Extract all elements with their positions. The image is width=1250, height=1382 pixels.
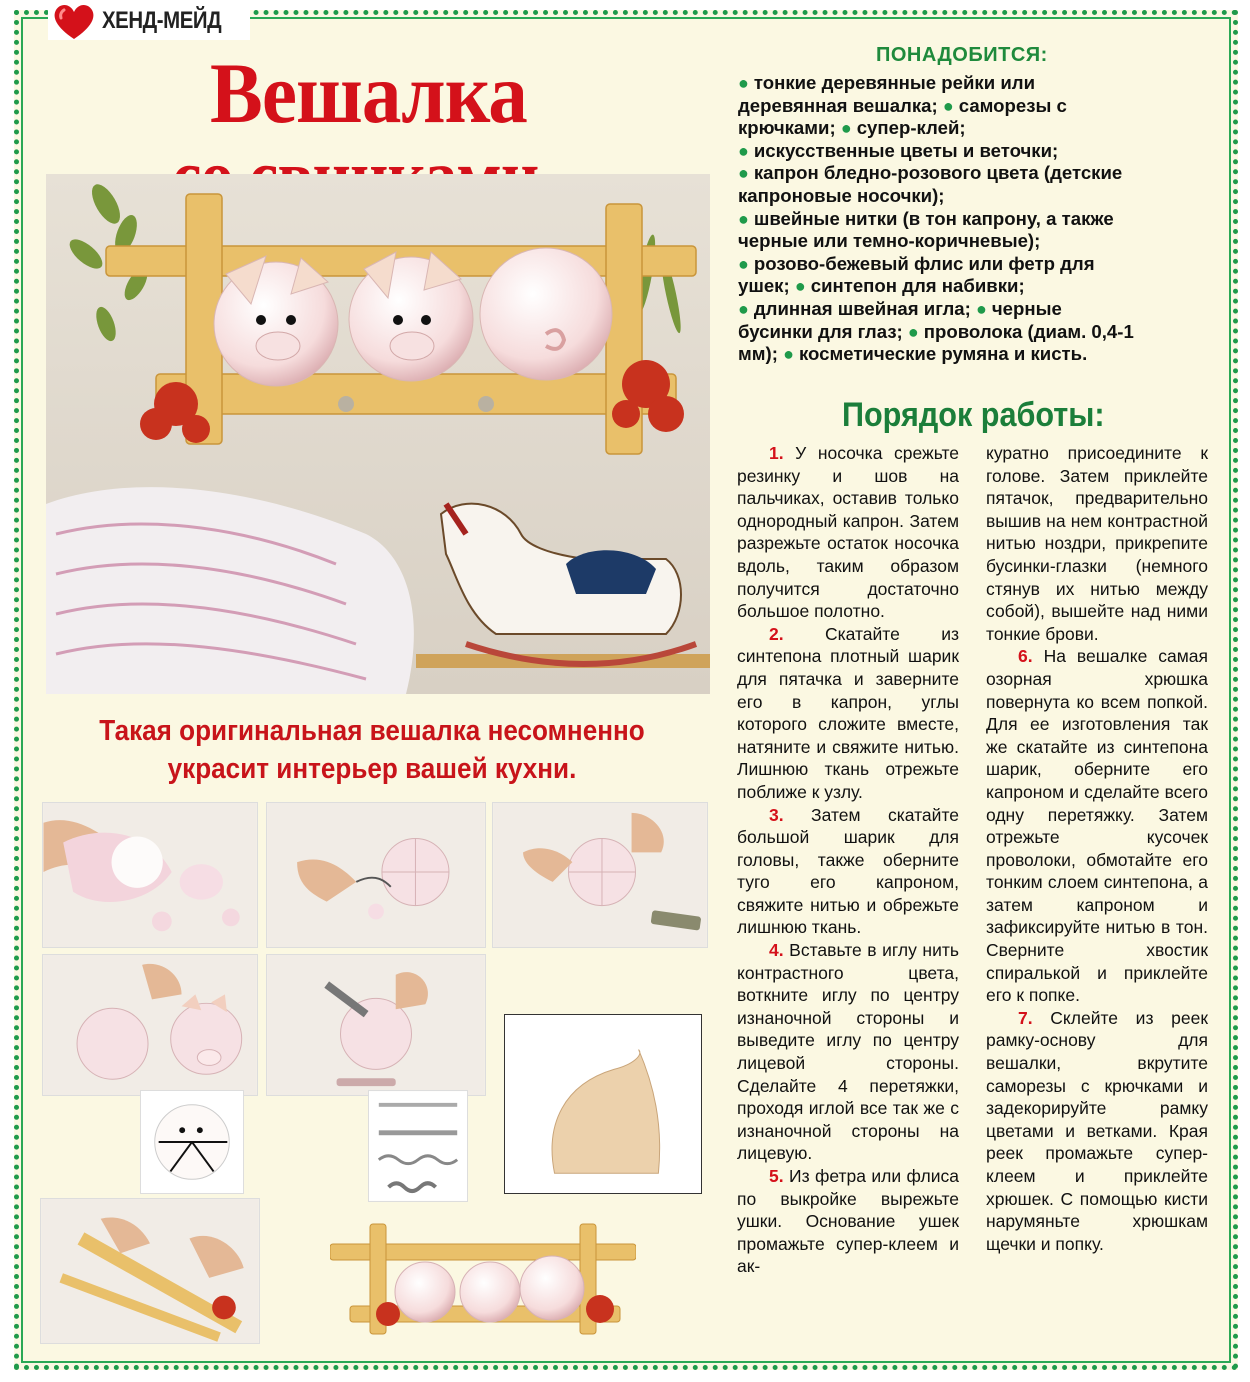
bullet-icon: ● <box>738 253 754 274</box>
step-photo-2 <box>266 802 486 948</box>
bullet-icon: ● <box>942 95 959 116</box>
step-paragraph <box>986 645 1208 1007</box>
bullet-icon: ● <box>783 344 799 365</box>
step-photo-final <box>330 1214 636 1344</box>
step-paragraph <box>737 623 959 804</box>
needs-item: черные бусинки для глаз; <box>738 297 1062 342</box>
step-number: 2. <box>769 623 784 644</box>
needs-item: тонкие деревянные рейки или деревянная вешалка; <box>738 72 1035 116</box>
needs-item: синтепон для набивки; <box>810 275 1025 297</box>
step-text: куратно присоедините к голове. Затем приклейте пятачок, предварительно вышив на нем контрастной нитью ноздри, прикрепите бусинки-глазки (немного стянув их нитью между собой), вышейте над ними тонкие брови. <box>986 443 1208 644</box>
needs-item: розово-бежевый флис или фетр для ушек; <box>738 252 1095 297</box>
step-text: Затем скатайте большой шарик для головы, также оберните туго его капроном, свяжите нитью и обрежьте лишнюю ткань. <box>737 804 959 938</box>
page-title: Вешалка <box>210 45 527 141</box>
step-paragraph <box>986 1007 1208 1256</box>
needs-item: длинная швейная игла; <box>753 297 971 319</box>
needs-item: швейные нитки (в тон капрону, а также черные или темно-коричневые); <box>738 207 1114 252</box>
bullet-icon: ● <box>738 163 754 184</box>
step-number: 4. <box>769 940 784 961</box>
step-number: 7. <box>1018 1007 1033 1028</box>
needs-item: супер-клей; <box>856 117 966 139</box>
step-text: У носочка срежьте резинку и шов на пальчиках, оставив только однородный капрон. Затем разрежьте остаток носочка вдоль, таким образом получится достаточно большое полотно. <box>737 443 959 622</box>
step-text: Вставьте в иглу нить контрастного цвета, воткните иглу по центру изнаночной стороны и выведите иглу по центру лицевой стороны. Сделайте 4 перетяжки, проходя иглой все так же с изнаночной стороны на лицевую. <box>737 940 959 1164</box>
bullet-icon: ● <box>794 276 811 297</box>
step-text: Из фетра или флиса по выкройке вырежьте ушки. Основание ушек промажьте супер-клеем и ак- <box>737 1166 959 1277</box>
bullet-icon: ● <box>840 118 857 139</box>
bullet-icon: ● <box>907 321 924 342</box>
needs-item: искусственные цветы и веточки; <box>753 139 1059 161</box>
photo-caption <box>73 712 671 788</box>
step-paragraph <box>737 1165 959 1278</box>
needs-heading: ПОНАДОБИТСЯ: <box>876 44 1048 66</box>
order-heading: Порядок работы: <box>842 396 1105 434</box>
step-diagram-stitches <box>140 1090 244 1194</box>
bullet-icon: ● <box>976 298 992 319</box>
heart-icon <box>50 1 98 41</box>
step-photo-1 <box>42 802 258 948</box>
step-text: На вешалке самая озорная хрюшка повернута ко всем попкой. Для ее изготовления так же скатайте из синтепона шарик, оберните его капроном и сделайте всего одну перетяжку. Затем отрежьте кусочек проволоки, обмотайте его тонким слоем синтепона, а затем капроном и зафиксируйте нитью в тон. Сверните хвостик спиралькой и приклейте его к попке. <box>986 646 1208 1006</box>
step-photo-4 <box>42 954 258 1096</box>
instructions-column-2 <box>986 442 1208 1255</box>
hero-photo <box>46 174 710 694</box>
step-photo-3 <box>492 802 708 948</box>
caption-line-2: украсит интерьер вашей кухни. <box>167 753 577 785</box>
step-number: 5. <box>769 1166 784 1186</box>
bullet-icon: ● <box>738 73 754 93</box>
step-text: Скатайте из синтепона плотный шарик для пятачка и заверните его в капрон, углы которого сложите вместе, натяните и свяжите нитью. Лишнюю ткань отрежьте поближе к узлу. <box>737 623 959 802</box>
bullet-icon: ● <box>738 140 754 161</box>
ear-pattern <box>504 1014 702 1194</box>
step-paragraph <box>737 442 959 623</box>
step-paragraph <box>986 442 1208 645</box>
needs-item: саморезы с крючками; <box>738 94 1067 139</box>
step-photo-6 <box>40 1198 260 1344</box>
rubric-header <box>48 2 250 40</box>
step-diagram-tail <box>368 1090 468 1202</box>
step-number: 3. <box>769 804 784 825</box>
step-paragraph <box>737 939 959 1165</box>
bullet-icon: ● <box>738 298 754 319</box>
step-number: 1. <box>769 443 784 463</box>
bullet-icon: ● <box>738 208 754 229</box>
caption-line-1: Такая оригинальная вешалка несомненно <box>99 715 645 747</box>
step-photo-5 <box>266 954 486 1096</box>
rubric-label: ХЕНД-МЕЙД <box>102 7 222 34</box>
step-number: 6. <box>1018 646 1033 667</box>
instructions-column-1 <box>737 442 959 1278</box>
needs-item: капрон бледно-розового цвета (детские капроновые носочки); <box>738 162 1123 206</box>
step-text: Склейте из реек рамку-основу для вешалки, вкрутите саморезы с крючками и задекорируйте рамку цветами и ветками. Края реек промажьте супер-клеем и приклейте хрюшек. С помощью кисти нарумяньте хрюшкам щечки и попку. <box>986 1007 1208 1254</box>
needs-item: проволока (диам. 0,4-1 мм); <box>738 320 1134 365</box>
needs-list <box>738 72 1138 366</box>
needs-item: косметические румяна и кисть. <box>798 343 1088 365</box>
step-paragraph <box>737 804 959 940</box>
